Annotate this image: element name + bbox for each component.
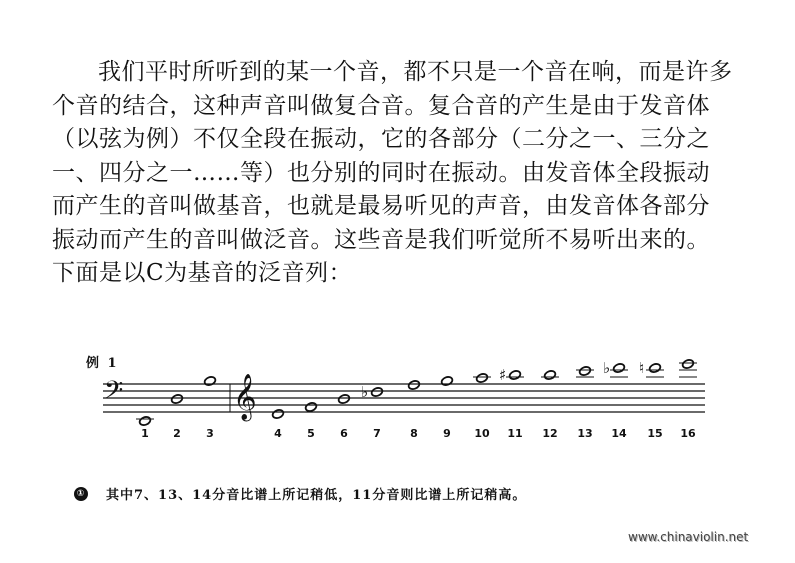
flat-sign-icon: ♭ [603, 359, 611, 377]
paragraph-line: 下面是以C为基音的泛音列： [52, 260, 353, 286]
paragraph-line: 振动而产生的音叫做泛音。这些音是我们听觉所不易听出来的。 [52, 226, 710, 253]
note-head [371, 387, 384, 398]
paragraph-line: 而产生的音叫做基音，也就是最易听见的声音，由发音体各部分 [52, 193, 710, 219]
harmonic-number: 10 [474, 427, 490, 440]
note-head [171, 394, 184, 405]
note-head [682, 359, 695, 370]
harmonic-number: 4 [274, 427, 282, 440]
note-head [204, 376, 217, 387]
note-head [544, 370, 557, 381]
natural-sign-icon: ♮ [639, 359, 645, 377]
harmonic-number: 8 [410, 427, 418, 440]
note-head [441, 376, 454, 387]
harmonic-number: 1 [141, 427, 149, 440]
note-head [579, 366, 592, 377]
harmonic-number: 11 [507, 427, 523, 440]
note-head [338, 394, 351, 405]
paragraph-line: 个音的结合，这种声音叫做复合音。复合音的产生是由于发音体 [52, 92, 710, 119]
note-head [509, 370, 522, 381]
flat-sign-icon: ♭ [361, 383, 369, 401]
footnote-marker: ① [74, 487, 88, 501]
note-head [649, 363, 662, 374]
harmonic-number: 3 [206, 427, 214, 440]
harmonic-number: 2 [173, 427, 181, 440]
note-head [305, 402, 318, 413]
sharp-sign-icon: ♯ [499, 366, 507, 384]
footnote [74, 484, 526, 503]
harmonic-number: 16 [680, 427, 696, 440]
harmonic-number: 13 [577, 427, 593, 440]
note-head [476, 373, 489, 384]
paragraph-line: （以弦为例）不仅全段在振动，它的各部分（二分之一、三分之 [52, 126, 710, 152]
harmonic-number: 12 [542, 427, 558, 440]
harmonic-number: 5 [307, 427, 315, 440]
paragraph-line: 我们平时所听到的某一个音，都不只是一个音在响，而是许多 [98, 59, 733, 85]
treble-clef-icon: 𝄞 [233, 374, 257, 420]
harmonic-number: 6 [340, 427, 348, 440]
footnote-text: 其中7、13、14分音比谱上所记稍低，11分音则比谱上所记稍高。 [106, 488, 527, 503]
paragraph-line: 一、四分之一……等）也分别的同时在振动。由发音体全段振动 [52, 159, 710, 186]
watermark: www.chinaviolin.net [628, 530, 749, 544]
bass-clef-icon: 𝄢 [104, 376, 124, 411]
note-head [139, 416, 152, 427]
note-head [408, 380, 421, 391]
harmonic-number: 9 [443, 427, 451, 440]
harmonic-number: 14 [611, 427, 627, 440]
note-head [613, 363, 626, 374]
harmonic-number: 15 [647, 427, 663, 440]
harmonic-number: 7 [373, 427, 381, 440]
note-head [272, 409, 285, 420]
example-label: 例 1 [86, 356, 119, 371]
